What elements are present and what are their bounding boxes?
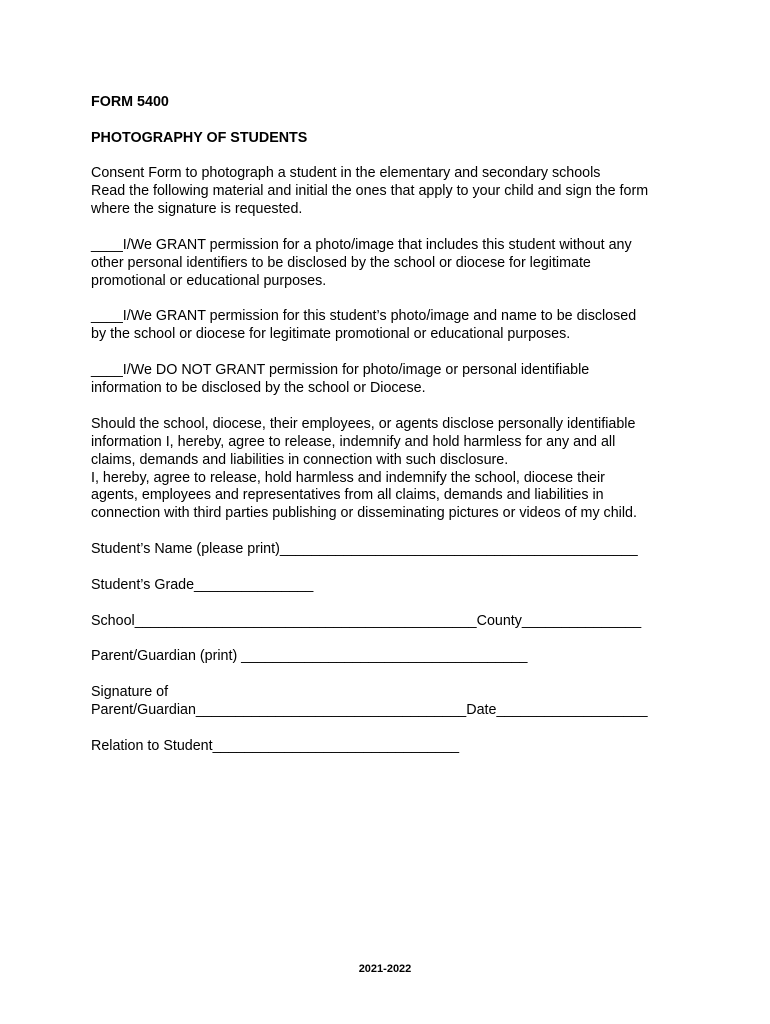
release-line: connection with third parties publishing or disseminating pictures or videos of my child. [91,505,637,521]
school-year-footer: 2021-2022 [358,963,412,975]
grant-name-option-line: ____I/We GRANT permission for this student’s photo/image and name to be disclosed [91,308,637,324]
student-grade-field[interactable]: Student’s Grade_______________ [91,577,314,593]
deny-option-line: information to be disclosed by the school or Diocese. [91,380,426,396]
release-line: information I, hereby, agree to release, indemnify and hold harmless for any and all [91,434,616,450]
intro-line: Consent Form to photograph a student in the elementary and secondary schools [91,165,601,181]
release-line: agents, employees and representatives from all claims, demands and liabilities in [91,487,604,503]
student-name-field[interactable]: Student’s Name (please print)_____________________________________________ [91,541,638,557]
grant-option-line: ____I/We GRANT permission for a photo/image that includes this student without any [91,237,632,253]
grant-option-line: other personal identifiers to be disclosed by the school or diocese for legitimate [91,255,591,271]
release-line: Should the school, diocese, their employees, or agents disclose personally identifiable [91,416,636,432]
intro-line: Read the following material and initial the ones that apply to your child and sign the form [91,183,649,199]
signature-date-field[interactable]: Parent/Guardian__________________________________Date___________________ [91,702,648,718]
relation-field[interactable]: Relation to Student_______________________________ [91,738,460,754]
form-number: FORM 5400 [91,94,169,110]
signature-label: Signature of [91,684,169,700]
form-title: PHOTOGRAPHY OF STUDENTS [91,130,308,146]
grant-option-line: promotional or educational purposes. [91,273,327,289]
deny-option-line: ____I/We DO NOT GRANT permission for photo/image or personal identifiable [91,362,590,378]
release-line: I, hereby, agree to release, hold harmless and indemnify the school, diocese their [91,470,605,486]
school-county-field[interactable]: School___________________________________________County_______________ [91,613,642,629]
intro-line: where the signature is requested. [91,201,303,217]
parent-print-field[interactable]: Parent/Guardian (print) ____________________________________ [91,648,528,664]
release-line: claims, demands and liabilities in connection with such disclosure. [91,452,509,468]
grant-name-option-line: by the school or diocese for legitimate promotional or educational purposes. [91,326,571,342]
